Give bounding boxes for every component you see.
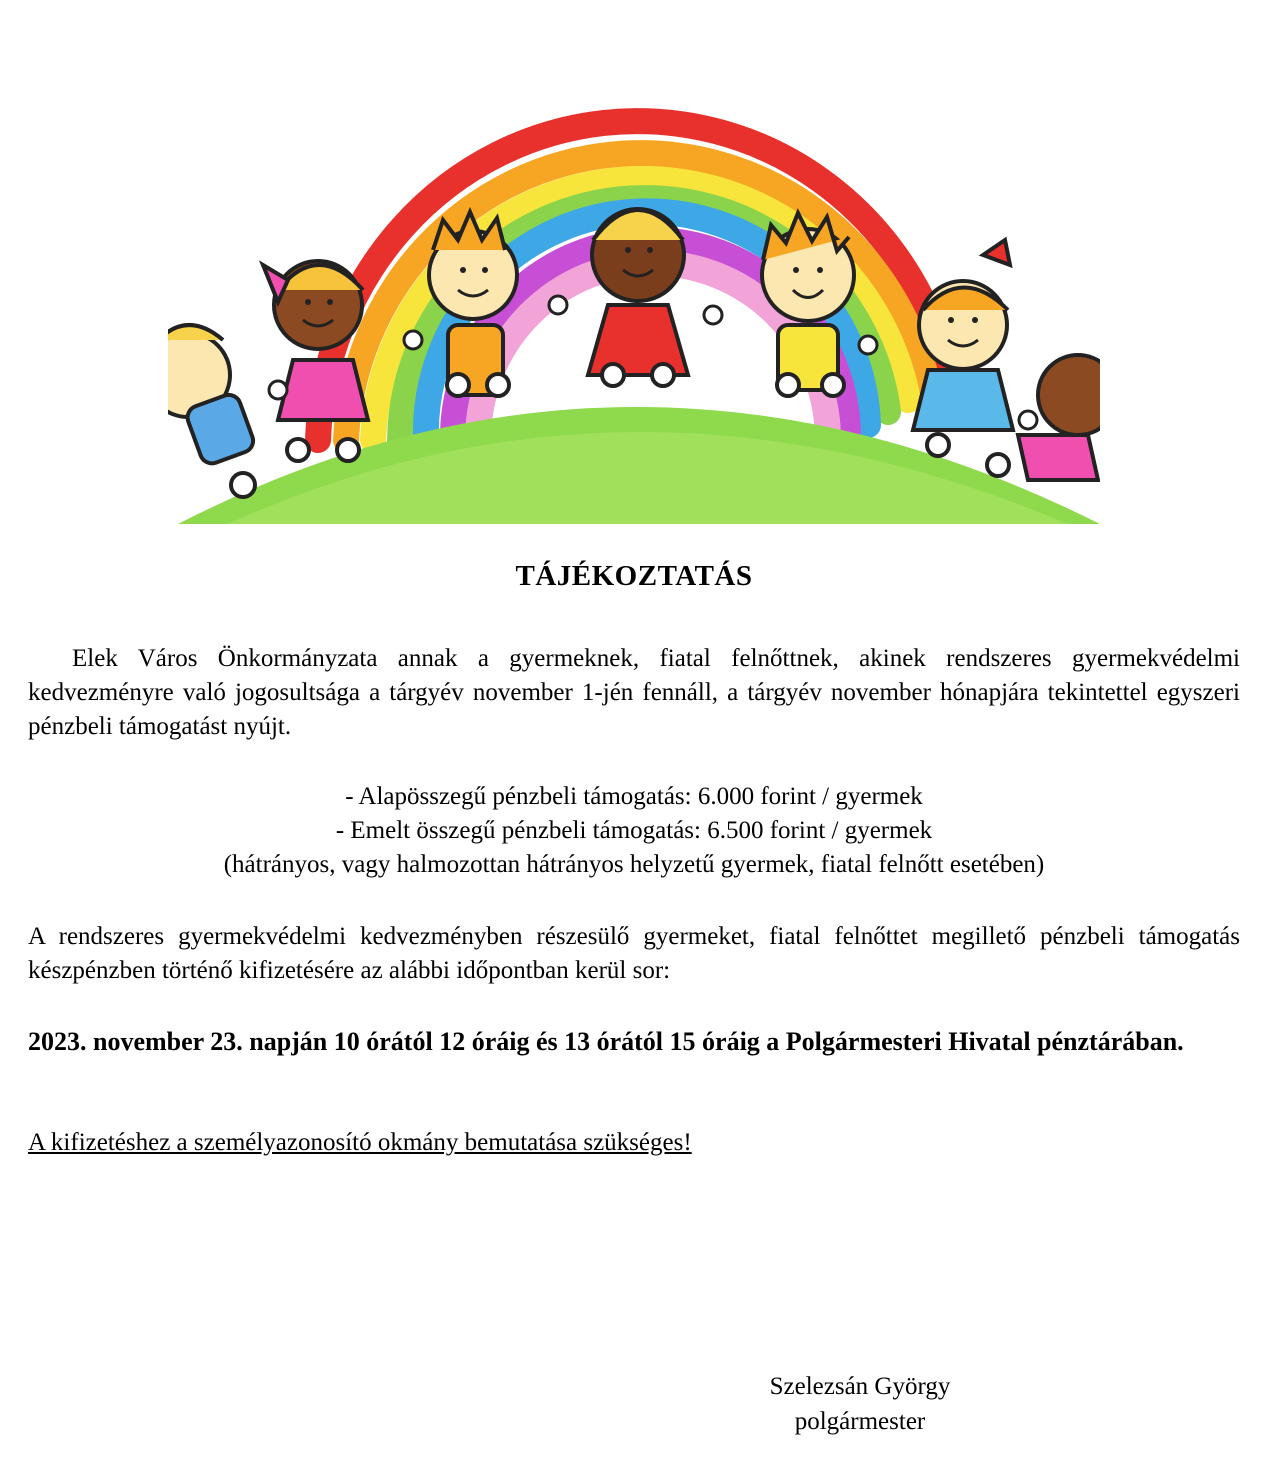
payment-time: 2023. november 23. napján 10 órától 12 óráig és 13 órától 15 óráig a Polgármesteri Hivatal pénztárában. (28, 1027, 1184, 1056)
support-item-note: (hátrányos, vagy halmozottan hátrányos helyzetű gyermek, fiatal felnőtt esetében) (223, 851, 1045, 878)
intro-paragraph: Elek Város Önkormányzata annak a gyermeknek, fiatal felnőttnek, akinek rendszeres gyermekvédelmi kedvezményre való jogosultsága a tárgyév november 1-jén fennáll, a tárgyév november hónapjára tekintettel egyszeri pénzbeli támogatást nyújt. (28, 645, 1240, 740)
rainbow-children-illustration-icon (168, 40, 1100, 524)
support-item-increased: - Emelt összegű pénzbeli támogatás: 6.500 forint / gyermek (335, 817, 933, 844)
support-item-basic: - Alapösszegű pénzbeli támogatás: 6.000 forint / gyermek (345, 783, 923, 810)
page-title: TÁJÉKOZTATÁS (515, 560, 753, 592)
id-requirement-note: A kifizetéshez a személyazonosító okmány bemutatása szükséges! (28, 1129, 692, 1156)
payment-paragraph: A rendszeres gyermekvédelmi kedvezményben részesülő gyermeket, fiatal felnőttet megillető pénzbeli támogatás készpénzben történő kifizetésére az alábbi időpontban kerül sor: (28, 923, 1240, 984)
signature-name: Szelezsán György (769, 1373, 951, 1400)
signature-role: polgármester (794, 1408, 926, 1435)
